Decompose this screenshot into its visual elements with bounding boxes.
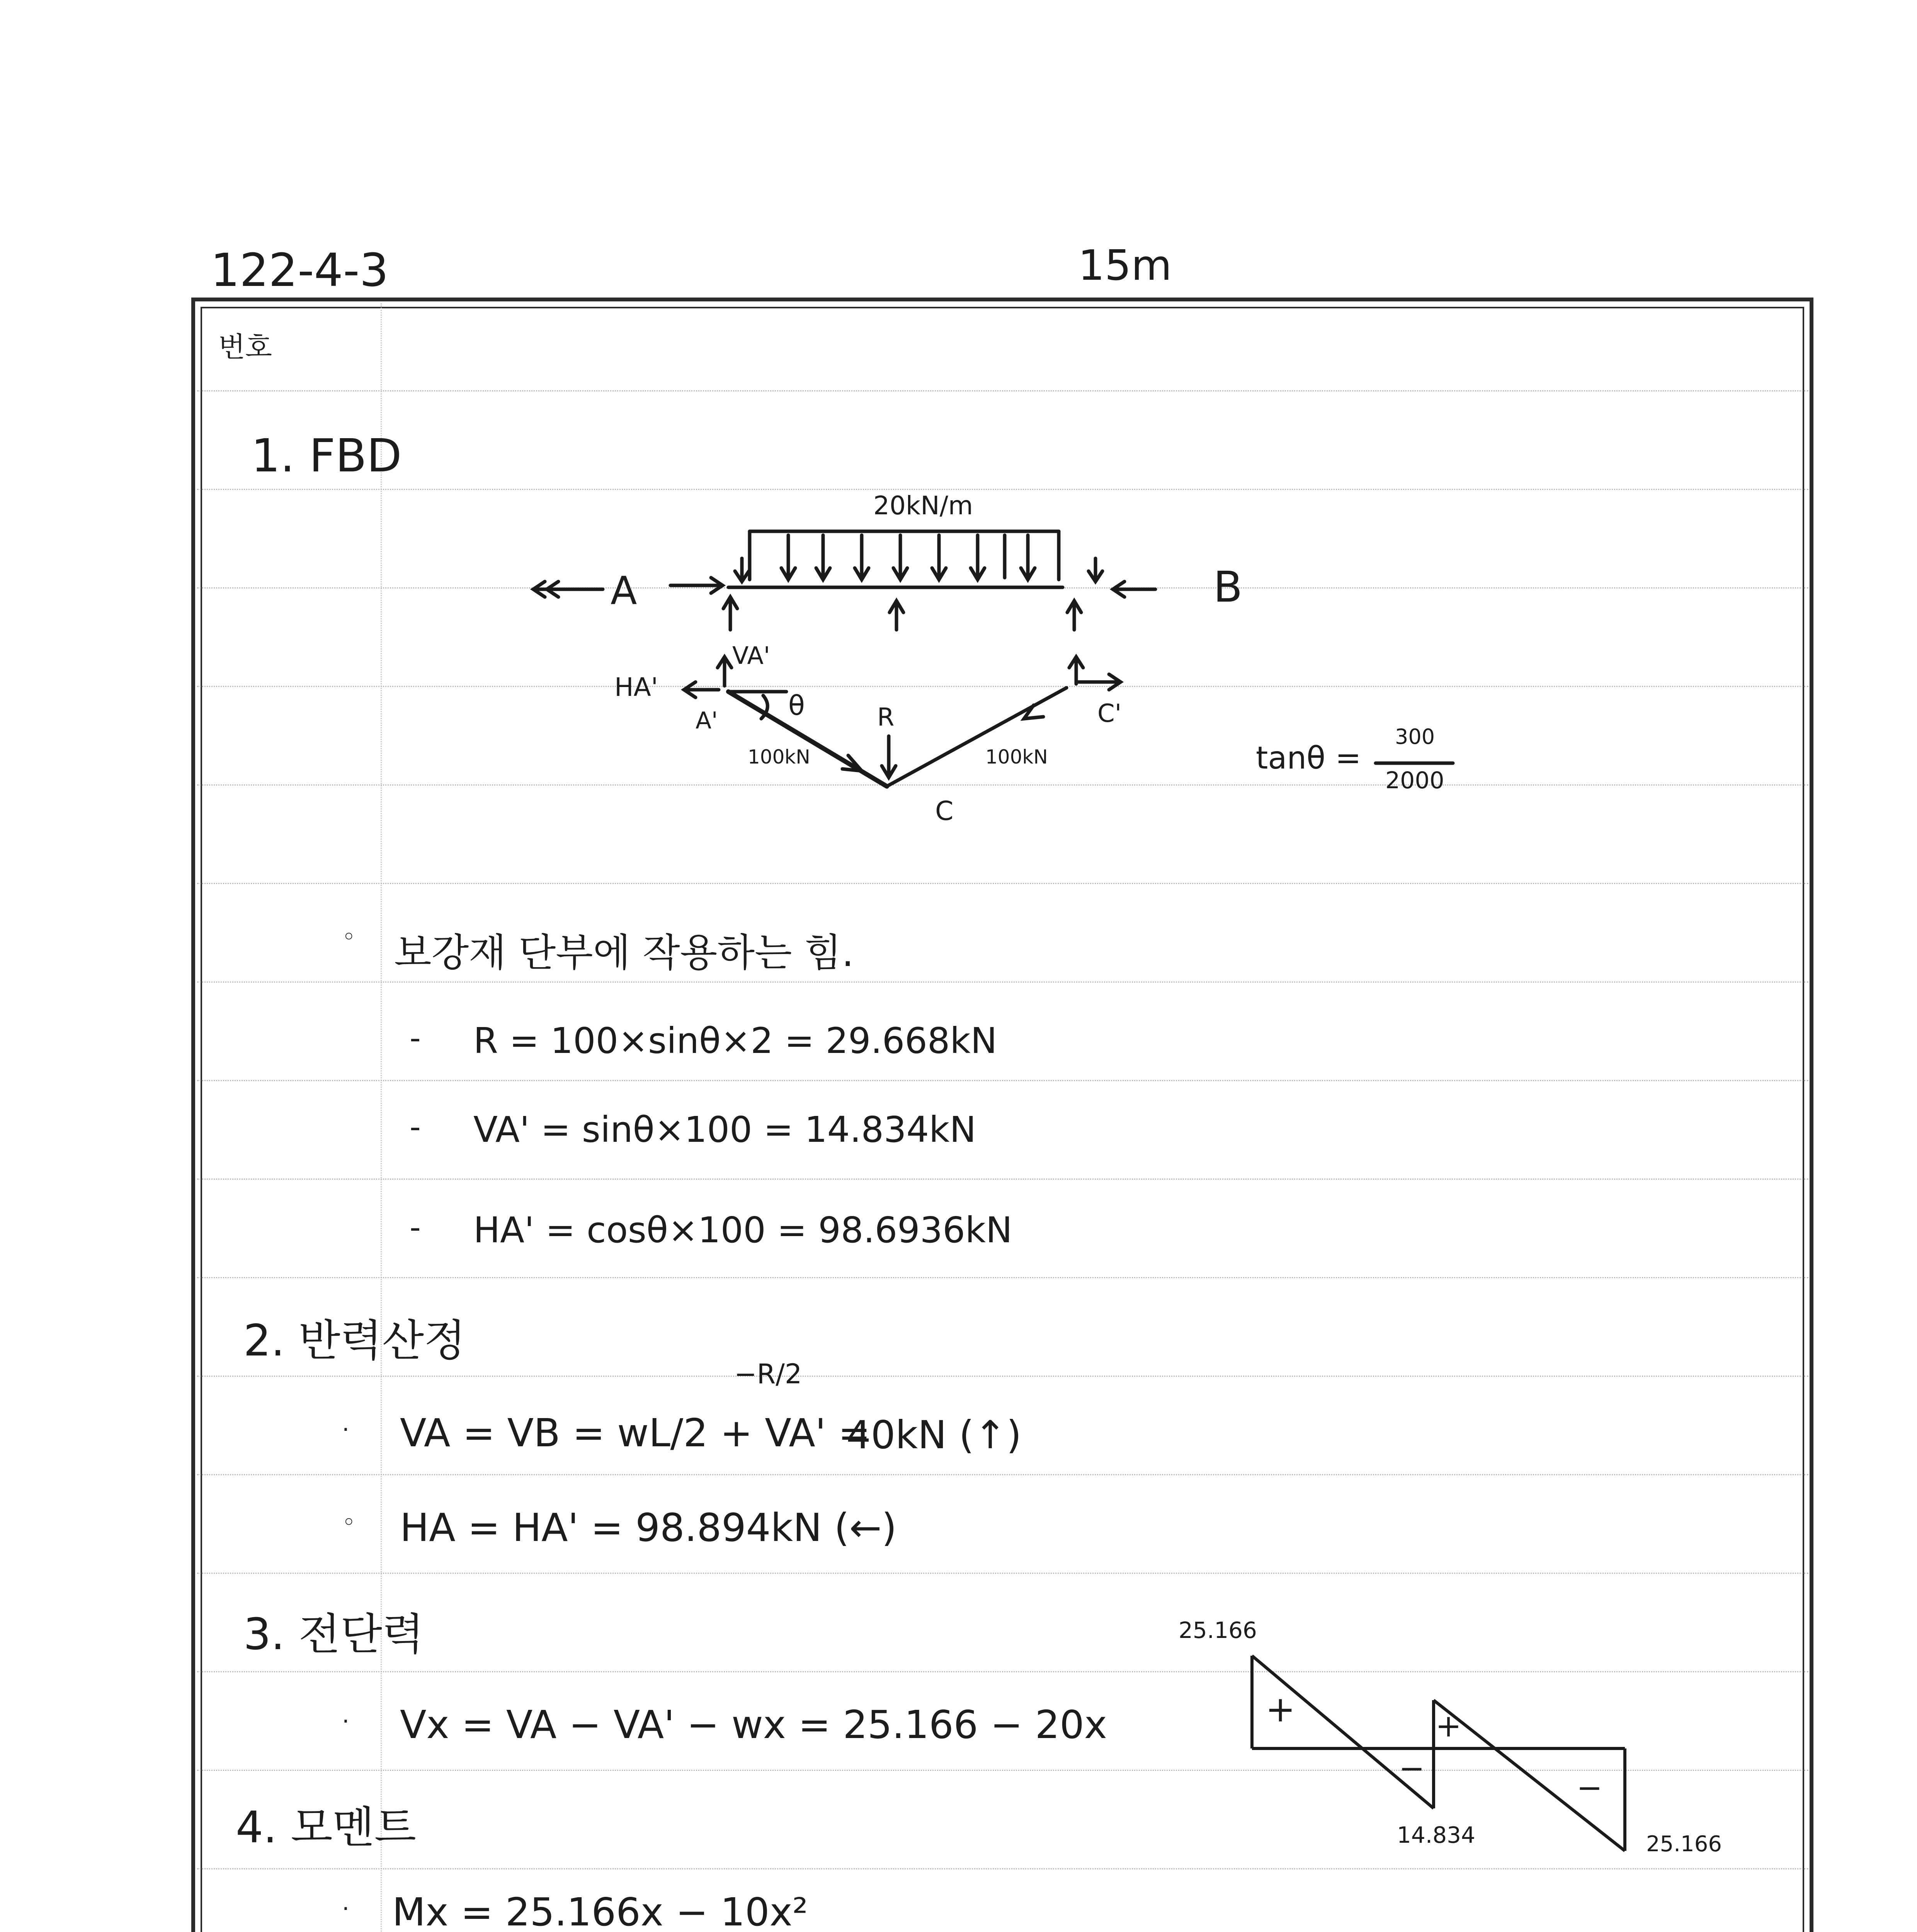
reaction-vertical-eq: VA = VB = wL/2 + VA' = — [400, 1410, 871, 1456]
strut-end-force-title: 보강재 단부에 작용하는 힘. — [394, 930, 854, 975]
label-a-prime: A' — [696, 707, 718, 734]
page-code: 122-4-3 — [211, 243, 389, 297]
sfd-minus-sign: − — [1399, 1750, 1425, 1786]
sfd-mid-label: 14.834 — [1397, 1822, 1475, 1848]
bullet-dot: · — [342, 1708, 350, 1735]
support-label-a: A — [611, 568, 637, 613]
label-va-prime: VA' — [732, 641, 770, 670]
dash: - — [410, 1020, 421, 1056]
reaction-over-note: −R/2 — [734, 1358, 802, 1390]
moment-eq: Mx = 25.166x − 10x² — [392, 1889, 808, 1932]
section-2-title: 2. 반력산정 — [243, 1316, 466, 1366]
sfd-minus-sign: − — [1577, 1770, 1603, 1806]
sfd-plus-sign: + — [1436, 1708, 1462, 1744]
section-1-title: 1. FBD — [251, 429, 402, 482]
section-3-title: 3. 전단력 — [243, 1609, 424, 1660]
strut-force-left: 100kN — [748, 746, 810, 768]
sfd-max-label: 25.166 — [1179, 1617, 1257, 1643]
label-theta: θ — [788, 690, 805, 721]
support-label-b: B — [1213, 562, 1243, 612]
section-4-title: 4. 모멘트 — [236, 1803, 417, 1853]
page-number: 15m — [1078, 242, 1172, 290]
label-ha-prime: HA' — [614, 672, 658, 702]
label-c-prime: C' — [1097, 699, 1122, 728]
tan-denominator: 2000 — [1385, 767, 1444, 794]
bullet-dot: ◦ — [342, 1509, 356, 1536]
bullet-dot: · — [342, 1895, 350, 1922]
reaction-vertical-value: 40kN (↑) — [846, 1412, 1022, 1458]
bullet-dot: ◦ — [342, 923, 356, 951]
shear-eq: Vx = VA − VA' − wx = 25.166 − 20x — [400, 1702, 1107, 1747]
reaction-horizontal-eq: HA = HA' = 98.894kN (←) — [400, 1505, 897, 1550]
label-r: R — [877, 703, 895, 732]
sfd-plus-sign: + — [1266, 1689, 1296, 1730]
strut-force-right: 100kN — [985, 746, 1048, 768]
dash: - — [410, 1109, 421, 1145]
dash: - — [410, 1209, 421, 1245]
eq-ha-prime: HA' = cosθ×100 = 98.6936kN — [473, 1209, 1012, 1251]
label-c: C — [935, 796, 954, 827]
tan-numerator: 300 — [1395, 724, 1435, 749]
eq-r: R = 100×sinθ×2 = 29.668kN — [473, 1020, 997, 1061]
number-label: 번호 — [218, 331, 272, 363]
tan-lhs: tanθ = — [1256, 740, 1361, 776]
eq-va-prime: VA' = sinθ×100 = 14.834kN — [473, 1109, 976, 1150]
load-label: 20kN/m — [873, 491, 973, 520]
sfd-end-label: 25.166 — [1646, 1832, 1722, 1857]
bullet-dot: · — [342, 1416, 350, 1443]
